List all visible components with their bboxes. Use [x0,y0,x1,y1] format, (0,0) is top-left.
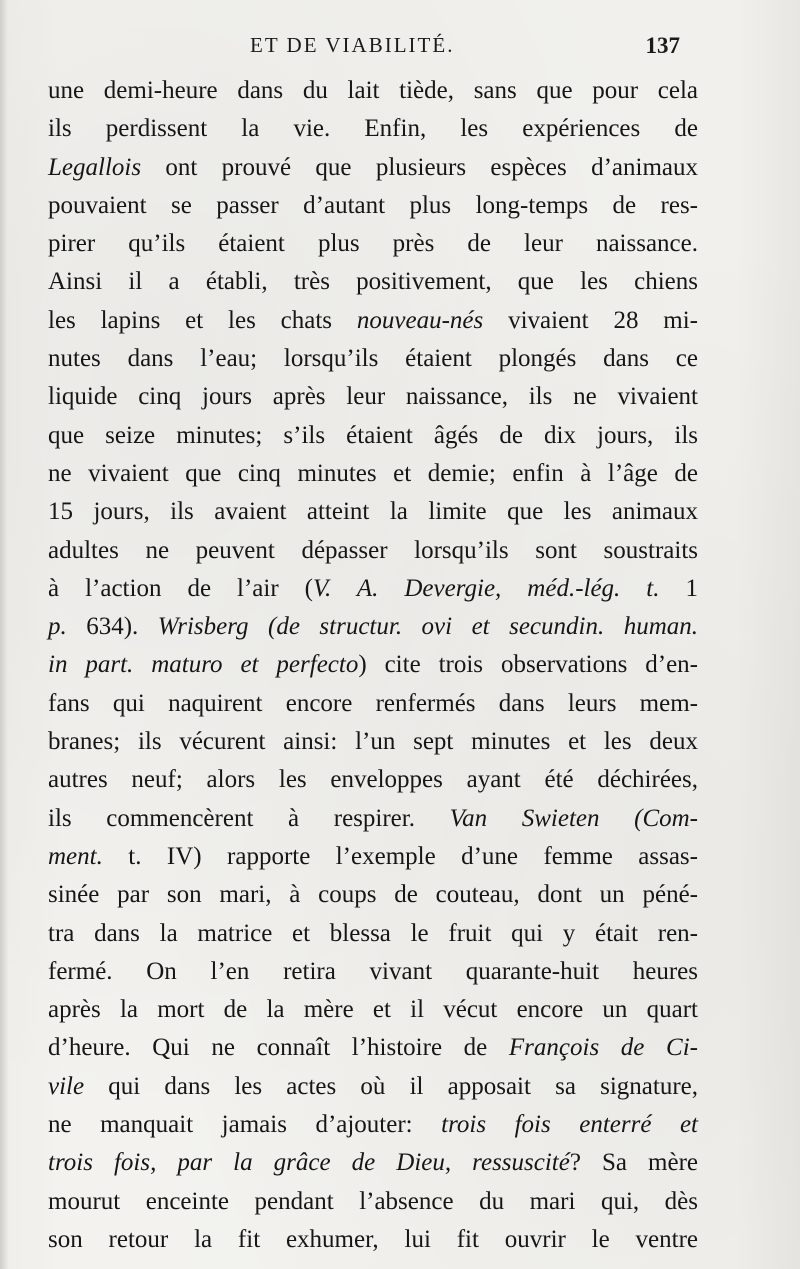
text-line [48,225,698,263]
text-line [48,455,698,493]
text-run: adultes ne peuvent dépasser lorsqu’ils sont soustraits [48,536,698,564]
text-run: pouvaient se passer d’autant plus long-temps de res- [48,191,698,219]
text-run: sinée par son mari, à coups de couteau, dont un péné- [48,881,698,909]
text-run: ils commencèrent à respirer. [48,804,450,832]
text-run: ) cite trois observations d’en- [358,651,698,679]
italic-run: trois fois, par la grâce de Dieu, ressuscité [48,1149,570,1177]
text-run: 15 jours, ils avaient atteint la limite que les animaux [48,498,698,526]
text-line [48,493,698,531]
text-run: autres neuf; alors les enveloppes ayant été déchirées, [48,766,698,794]
text-run: ils perdissent la vie. Enfin, les expériences de [48,115,698,143]
text-line [48,915,698,953]
text-line [48,1029,698,1067]
italic-run: vile [48,1072,85,1100]
text-line [48,723,698,761]
text-run: nutes dans l’eau; lorsqu’ils étaient plongés dans ce [48,345,698,373]
italic-run: Wrisberg (de structur. ovi et secundin. human. [157,613,699,641]
text-run: fermé. On l’en retira vivant quarante-huit heures [48,957,698,985]
text-line [48,302,698,340]
italic-run: trois fois enterré et [441,1111,698,1139]
text-line [48,646,698,684]
running-title: ET DE VIABILITÉ. [250,33,455,57]
text-run: tra dans la matrice et blessa le fruit qui y était ren- [48,919,698,947]
text-run: ne manquait jamais d’ajouter: [48,1111,442,1139]
text-run: d’heure. Qui ne connaît l’histoire de [48,1034,509,1062]
text-run: qui dans les actes où il apposait sa signature, [84,1072,698,1100]
text-run: son retour la fit exhumer, lui fit ouvrir le ventre [48,1225,698,1253]
italic-run: ment. [48,842,103,870]
text-run: liquide cinq jours après leur naissance, ils ne vivaient [48,383,698,411]
text-line [48,378,698,416]
text-run: que seize minutes; s’ils étaient âgés de dix jours, ils [48,421,698,449]
text-line [48,570,698,608]
text-line [48,72,698,110]
italic-run: nouveau-nés [356,306,484,334]
text-line [48,187,698,225]
text-line [48,149,698,187]
italic-run: V. A. Devergie, méd.-lég. t. [313,574,660,602]
text-run: les lapins et les chats [48,306,357,334]
text-run: une demi-heure dans du lait tiède, sans que pour cela [48,77,698,104]
text-line [48,800,698,838]
text-run: 1 [659,574,698,602]
text-run: fans qui naquirent encore renfermés dans leurs mem- [48,689,698,717]
text-run: après la mort de la mère et il vécut encore un quart [48,996,698,1024]
italic-run: p. [48,613,67,641]
text-run: branes; ils vécurent ainsi: l’un sept minutes et les deux [48,728,698,756]
body-text [48,72,698,1259]
text-line [48,532,698,570]
text-line [48,340,698,378]
text-line [48,1068,698,1106]
text-run: ? Sa mère [569,1149,699,1177]
italic-run: in part. maturo et perfecto [48,651,359,679]
text-line [48,1144,698,1182]
italic-run: Legallois [48,153,142,181]
italic-run: Van Swieten (Com- [449,804,699,832]
text-line [48,417,698,455]
text-line [48,1221,698,1259]
text-run: 634). [66,613,158,641]
italic-run: François de Ci- [508,1034,698,1062]
page-number: 137 [645,33,680,58]
text-line [48,263,698,301]
text-run: Ainsi il a établi, très positivement, que les chiens [48,268,698,296]
text-line [48,991,698,1029]
text-run: t. IV) rapporte l’exemple d’une femme assas- [102,842,698,870]
text-line [48,608,698,646]
text-line [48,953,698,991]
page-header [250,33,680,63]
text-run: ont prouvé que plusieurs espèces d’animaux [141,153,698,181]
text-line [48,1183,698,1221]
text-run: mourut enceinte pendant l’absence du mari qui, dès [48,1187,698,1215]
page-edge-shadow [0,0,8,1269]
text-run: ne vivaient que cinq minutes et demie; enfin à l’âge de [48,459,698,487]
text-line [48,1106,698,1144]
text-run: vivaient 28 mi- [483,306,699,334]
text-line [48,838,698,876]
text-line [48,761,698,799]
text-run: pirer qu’ils étaient plus près de leur naissance. [48,230,698,258]
text-line [48,110,698,148]
text-run: à l’action de l’air ( [48,574,313,602]
text-line [48,876,698,914]
text-line [48,685,698,723]
